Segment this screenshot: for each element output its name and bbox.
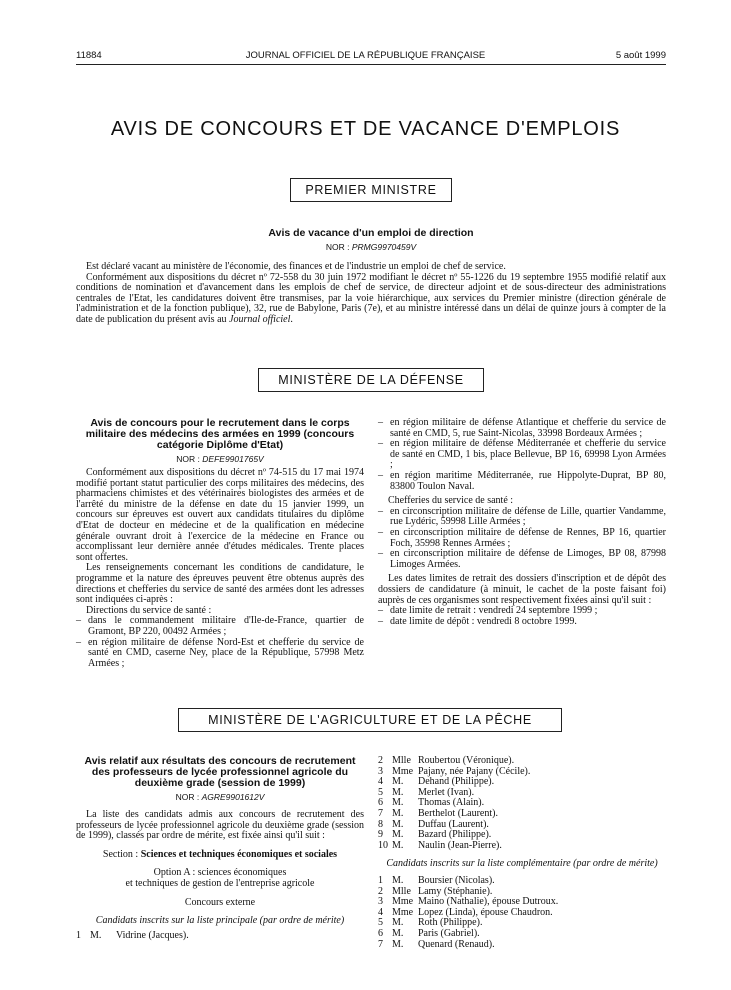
list-item: – en circonscription militaire de défense de Rennes, BP 16, quartier Foch, 35998 Rennes Armées ;	[378, 528, 666, 549]
list-label: Chefferies du service de santé :	[388, 495, 514, 507]
list-item: 2 Mlle Roubertou (Véronique).	[378, 755, 515, 766]
section2-left-column	[76, 418, 364, 669]
list-item: – en région maritime Méditerranée, rue Hippolyte-Duprat, BP 80, 83800 Toulon Naval.	[378, 471, 666, 492]
list-item: 9 M. Bazard (Philippe).	[378, 829, 492, 841]
list-item: 1 M. Boursier (Nicolas).	[378, 874, 495, 886]
section3-title: Avis relatif aux résultats des concours de recrutement des professeurs de lycée professionnel agricole du deuxième grade (session de 1999)	[84, 755, 356, 789]
list-item: 5 M. Merlet (Ivan).	[378, 786, 475, 798]
paragraph: Les dates limites de retrait des dossiers d'inscription et de dépôt des dossiers de candidature (à minuit, le cachet de la poste faisant foi) auprès de ces organismes sont respectivement fixées ainsi qu'il suit :	[378, 573, 666, 606]
list-item: 6 M. Paris (Gabriel).	[378, 927, 480, 939]
paragraph: Est déclaré vacant au ministère de l'économie, des finances et de l'industrie un emploi de chef de service.	[86, 261, 506, 272]
section1-nor: NOR : PRMG9970459V	[325, 242, 417, 252]
list-item: 10 M. Naulin (Jean-Pierre).	[378, 839, 502, 851]
section3-right-column	[378, 756, 666, 950]
section-box-premier-ministre: PREMIER MINISTRE	[290, 178, 452, 202]
complementary-list-heading: Candidats inscrits sur la liste complémentaire (par ordre de mérite)	[386, 858, 658, 870]
principal-list	[76, 931, 364, 942]
list-item: – en région militaire de défense Nord-Est et chefferie du service de santé en CMD, caserne Ney, place de la République, 57998 Metz Armées ;	[76, 638, 364, 670]
list-item: 2 Mlle Lamy (Stéphanie).	[378, 885, 493, 897]
list-item: 7 M. Berthelot (Laurent).	[378, 807, 498, 819]
option-line: Option A : sciences économiques	[153, 867, 287, 879]
directions-list	[76, 616, 364, 669]
list-item: 7 M. Quenard (Renaud).	[378, 938, 495, 950]
list-item: 4 M. Dehand (Philippe).	[378, 776, 495, 788]
list-item: 6 M. Thomas (Alain).	[378, 797, 485, 809]
list-item: 5 M. Roth (Philippe).	[378, 917, 483, 929]
section1-title: Avis de vacance d'un emploi de direction	[268, 227, 474, 239]
list-item: 3 Mme Pajany, née Pajany (Cécile).	[378, 765, 531, 777]
section-box-defense: MINISTÈRE DE LA DÉFENSE	[258, 368, 484, 392]
list-item: – en région militaire de défense Atlantique et chefferie du service de santé en CMD, 5, rue Saint-Nicolas, 33998 Bordeaux Armées ;	[378, 418, 666, 439]
header-rule	[76, 64, 666, 65]
section2-title: Avis de concours pour le recrutement dans le corps militaire des médecins des armées en 1999 (concours catégorie Diplôme d'Etat)	[85, 417, 355, 451]
directions-list-cont	[378, 418, 666, 492]
option-line: et techniques de gestion de l'entreprise agricole	[125, 877, 315, 889]
list-item: 8 M. Duffau (Laurent).	[378, 818, 489, 830]
section3-left-column	[76, 756, 364, 941]
list-item: – en circonscription militaire de défense de Lille, quartier Vandamme, rue Lydéric, 59998 Lille Armées ;	[378, 507, 666, 528]
list-item: – en circonscription militaire de défense de Limoges, BP 08, 87998 Limoges Armées.	[378, 549, 666, 570]
complementary-list	[378, 876, 666, 950]
concours-label: Concours externe	[184, 896, 256, 908]
list-item: 3 Mme Maino (Nathalie), épouse Dutroux.	[378, 896, 559, 908]
journal-title: JOURNAL OFFICIEL DE LA RÉPUBLIQUE FRANÇAISE	[245, 50, 486, 61]
section1-body	[76, 262, 666, 326]
list-item: – date limite de dépôt : vendredi 8 octobre 1999.	[378, 617, 666, 628]
section3-nor: NOR : AGRE9901612V	[175, 792, 265, 802]
list-item: 4 Mme Lopez (Linda), épouse Chaudron.	[378, 906, 553, 918]
page-number: 11884	[76, 50, 102, 61]
paragraph: Conformément aux dispositions du décret nº 74-515 du 17 mai 1974 modifié portant statut particulier des corps militaires des médecins, des pharmaciens chimistes et des vétérinaires biologistes des armées et de l'arrêté du ministre de la défense en date du 15 janvier 1999, un concours sur épreuves est ouvert aux candidats titulaires du diplôme d'Etat de docteur en médecine et de la qualification en médecine générale ouvrant droit à l'exercice de la médecine en France ou accomplissant leur dernière année d'études médicales. Trente places sont offertes.	[76, 467, 364, 563]
main-title: AVIS DE CONCOURS ET DE VACANCE D'EMPLOIS	[110, 118, 621, 140]
paragraph: Les renseignements concernant les conditions de candidature, le programme et la nature des épreuves peuvent être obtenus auprès des directions et chefferies du service de santé des armées dont les adresses sont indiquées ci-après :	[76, 562, 364, 606]
list-item: – date limite de retrait : vendredi 24 septembre 1999 ;	[378, 606, 666, 617]
section2-right-column	[378, 418, 666, 627]
paragraph: Conformément aux dispositions du décret nº 72-558 du 30 juin 1972 modifiant le décret nº 55-1226 du 19 septembre 1955 modifié relatif aux conditions de nomination et d'avancement dans les emplois de chef de service, de directeur adjoint et de sous-directeur des administrations centrales de l'Etat, les candidatures doivent être transmises, par la voie hiérarchique, aux services du Premier ministre (direction générale de l'administration et de la fonction publique), 32, rue de Babylone, Paris (7e), et au ministre intéressé dans un délai de quinze jours à compter de la date de publication du présent avis au Journal officiel.	[76, 271, 666, 325]
section-box-agriculture: MINISTÈRE DE L'AGRICULTURE ET DE LA PÊCHE	[178, 708, 562, 732]
principal-list-cont	[378, 756, 666, 851]
paragraph: La liste des candidats admis aux concours de recrutement des professeurs de lycée professionnel agricole du deuxième grade (session de 1999), classés par ordre de mérite, est fixée ainsi qu'il suit :	[76, 809, 364, 842]
list-label: Directions du service de santé :	[86, 604, 212, 616]
section-line: Section : Sciences et techniques économiques et sociales	[102, 848, 338, 860]
issue-date: 5 août 1999	[615, 50, 666, 61]
list-item: – en région militaire de défense Méditerranée et chefferie du service de santé en CMD, 1 bis, place Bellevue, BP 16, 69998 Lyon Armées ;	[378, 439, 666, 471]
section2-nor: NOR : DEFE9901765V	[176, 454, 264, 464]
chefferies-list	[378, 507, 666, 571]
dates-list	[378, 606, 666, 627]
principal-list-heading: Candidats inscrits sur la liste principale (par ordre de mérite)	[95, 915, 345, 927]
list-item: 1 M. Vidrine (Jacques).	[76, 929, 189, 941]
list-item: – dans le commandement militaire d'Ile-de-France, quartier de Gramont, BP 220, 00492 Armées ;	[76, 616, 364, 637]
